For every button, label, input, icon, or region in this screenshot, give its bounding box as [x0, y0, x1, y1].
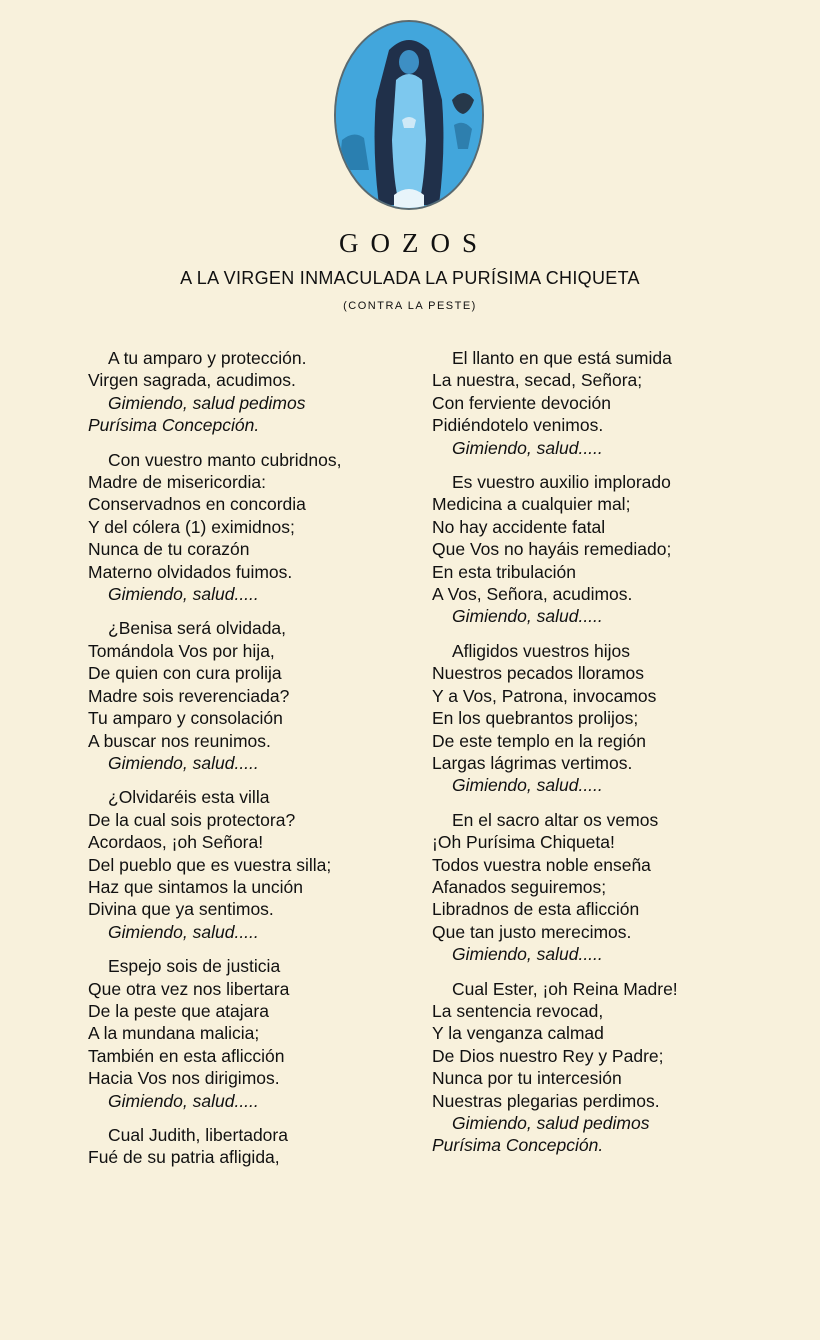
verse-line: Todos vuestra noble enseña [432, 854, 651, 875]
verse-line: Virgen sagrada, acudimos. [88, 370, 296, 391]
page-title: GOZOS [338, 228, 489, 258]
stanza [432, 471, 752, 628]
verse-line: Cual Ester, ¡oh Reina Madre! [452, 978, 678, 999]
verse-line: La nuestra, secad, Señora; [432, 370, 643, 391]
verse-line: Y la venganza calmad [432, 1023, 604, 1044]
verse-line: Y a Vos, Patrona, invocamos [432, 685, 657, 706]
stanza [88, 449, 408, 606]
verse-line: Madre sois reverenciada? [88, 685, 290, 706]
verse-line: La sentencia revocad, [432, 1000, 604, 1021]
refrain-line: Gimiendo, salud..... [452, 775, 603, 796]
verse-line: Largas lágrimas vertimos. [432, 752, 633, 773]
verse-line: Medicina a cualquier mal; [432, 494, 631, 515]
right-column [432, 347, 752, 1169]
verse-line: Afanados seguiremos; [432, 876, 607, 897]
verse-line: En esta tribulación [432, 561, 576, 582]
verse-line: A tu amparo y protección. [108, 348, 307, 368]
virgin-mary-medallion [334, 20, 484, 210]
verse-line: Tomándola Vos por hija, [88, 640, 275, 661]
refrain-line: Gimiendo, salud..... [452, 944, 603, 965]
verse-line: El llanto en que está sumida [452, 348, 672, 368]
stanza [432, 347, 752, 459]
verse-line: A la mundana malicia; [88, 1023, 260, 1044]
verse-line: De este templo en la región [432, 730, 647, 751]
refrain-line: Gimiendo, salud pedimos [108, 392, 306, 413]
verse-line: Espejo sois de justicia [108, 956, 281, 977]
verse-line: Madre de misericordia: [88, 472, 266, 493]
virgin-mary-icon [334, 20, 484, 210]
verse-line: No hay accidente fatal [432, 516, 606, 537]
verse-line: Nuestros pecados lloramos [432, 663, 645, 684]
stanza [88, 955, 408, 1112]
verse-line: Con vuestro manto cubridnos, [108, 449, 342, 470]
refrain-line: Gimiendo, salud..... [452, 606, 603, 627]
verse-line: Acordaos, ¡oh Señora! [88, 832, 264, 853]
verse-line: Libradnos de esta aflicción [432, 899, 640, 920]
verse-line: Hacia Vos nos dirigimos. [88, 1068, 280, 1089]
stanza [88, 617, 408, 774]
verse-line: De quien con cura prolija [88, 663, 282, 684]
verse-line: A buscar nos reunimos. [88, 730, 271, 751]
verse-line: Cual Judith, libertadora [108, 1125, 288, 1145]
verse-line: Del pueblo que es vuestra silla; [88, 854, 332, 875]
stanza [88, 786, 408, 943]
verse-line: De la peste que atajara [88, 1000, 269, 1021]
stanza [88, 347, 408, 437]
refrain-line: Purísima Concepción. [88, 415, 260, 436]
verse-line: Nunca por tu intercesión [432, 1068, 622, 1089]
refrain-line: Gimiendo, salud..... [108, 1090, 259, 1111]
left-column [88, 347, 408, 1181]
verse-line: Afligidos vuestros hijos [452, 640, 630, 661]
verse-line: Conservadnos en concordia [88, 494, 306, 515]
verse-line: Nunca de tu corazón [88, 539, 250, 560]
verse-line: En el sacro altar os vemos [452, 809, 659, 830]
verse-line: Que Vos no hayáis remediado; [432, 539, 672, 560]
stanza [432, 640, 752, 797]
verse-line: Con ferviente devoción [432, 392, 611, 413]
verse-line: Pidiéndotelo venimos. [432, 415, 604, 436]
verse-line: Tu amparo y consolación [88, 708, 283, 729]
verse-line: Es vuestro auxilio implorado [452, 472, 671, 493]
subtitle-note: (CONTRA LA PESTE) [343, 300, 477, 312]
verse-line: De Dios nuestro Rey y Padre; [432, 1045, 664, 1066]
page-subtitle: A LA VIRGEN INMACULADA LA PURÍSIMA CHIQUETA [180, 268, 640, 288]
verse-line: En los quebrantos prolijos; [432, 708, 639, 729]
verse-line: Divina que ya sentimos. [88, 899, 274, 920]
verse-line: ¿Olvidaréis esta villa [108, 787, 270, 808]
verse-line: Nuestras plegarias perdimos. [432, 1090, 660, 1111]
refrain-line: Purísima Concepción. [432, 1135, 604, 1156]
refrain-line: Gimiendo, salud..... [108, 752, 259, 773]
verse-line: Fué de su patria afligida, [88, 1147, 280, 1168]
verse-line: Que tan justo merecimos. [432, 921, 632, 942]
refrain-line: Gimiendo, salud..... [108, 921, 259, 942]
verse-line: Que otra vez nos libertara [88, 978, 290, 999]
verse-line: Y del cólera (1) eximidnos; [88, 516, 295, 537]
verse-line: Materno olvidados fuimos. [88, 561, 293, 582]
stanza [432, 809, 752, 966]
verse-line: Haz que sintamos la unción [88, 876, 303, 897]
refrain-line: Gimiendo, salud..... [108, 584, 259, 605]
stanza [88, 1124, 408, 1169]
refrain-line: Gimiendo, salud..... [452, 437, 603, 458]
verse-line: De la cual sois protectora? [88, 809, 296, 830]
refrain-line: Gimiendo, salud pedimos [452, 1113, 650, 1133]
verse-line: ¡Oh Purísima Chiqueta! [432, 832, 615, 853]
verse-line: ¿Benisa será olvidada, [108, 618, 287, 639]
verse-line: A Vos, Señora, acudimos. [432, 584, 633, 605]
verse-line: También en esta aflicción [88, 1045, 285, 1066]
stanza [432, 978, 752, 1157]
